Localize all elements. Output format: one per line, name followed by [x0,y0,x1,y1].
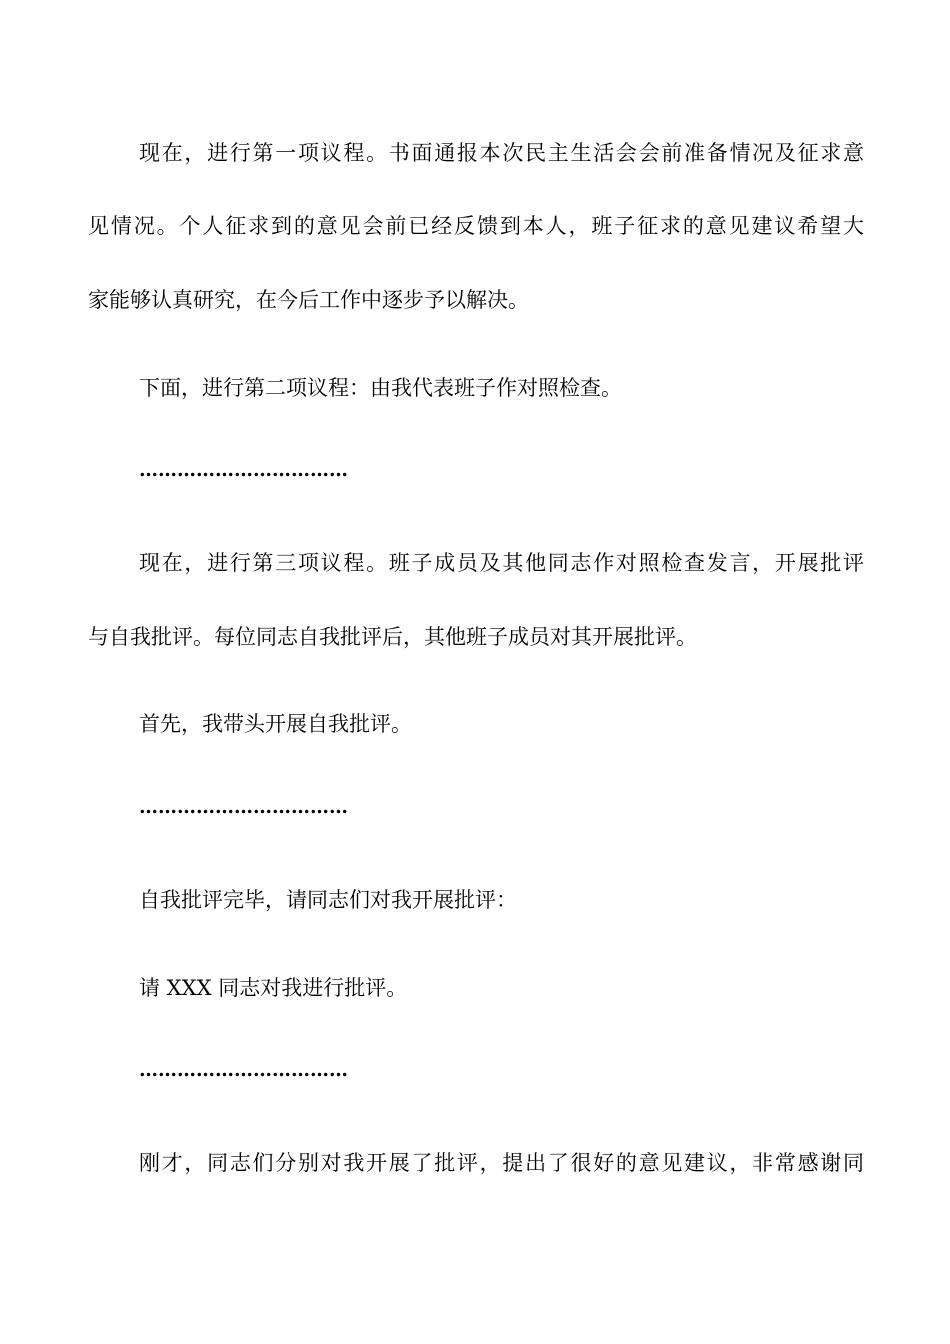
paragraph-agenda-3-line-2: 与自我批评。每位同志自我批评后，其他班子成员对其开展批评。 [88,625,697,649]
paragraph-agenda-1-line-2: 见情况。个人征求到的意见会前已经反馈到本人，班子征求的意见建议希望大 [88,214,864,238]
ellipsis-separator: …………………………… [139,1059,348,1081]
ellipsis-separator: …………………………… [139,796,348,818]
paragraph-self-criticism: 首先，我带头开展自我批评。 [139,712,412,736]
paragraph-agenda-3-line-1: 现在，进行第三项议程。班子成员及其他同志作对照检查发言，开展批评 [139,551,864,575]
paragraph-agenda-1-line-1: 现在，进行第一项议程。书面通报本次民主生活会会前准备情况及征求意 [139,141,864,165]
paragraph-invite-xxx: 请 XXX 同志对我进行批评。 [139,976,408,1000]
paragraph-invite-criticism: 自我批评完毕，请同志们对我开展批评： [139,888,517,912]
paragraph-closing-thanks: 刚才，同志们分别对我开展了批评，提出了很好的意见建议，非常感谢同 [139,1151,864,1175]
ellipsis-separator: …………………………… [139,459,348,481]
paragraph-agenda-2: 下面，进行第二项议程：由我代表班子作对照检查。 [139,376,622,400]
paragraph-agenda-1-line-3: 家能够认真研究，在今后工作中逐步予以解决。 [88,288,529,312]
